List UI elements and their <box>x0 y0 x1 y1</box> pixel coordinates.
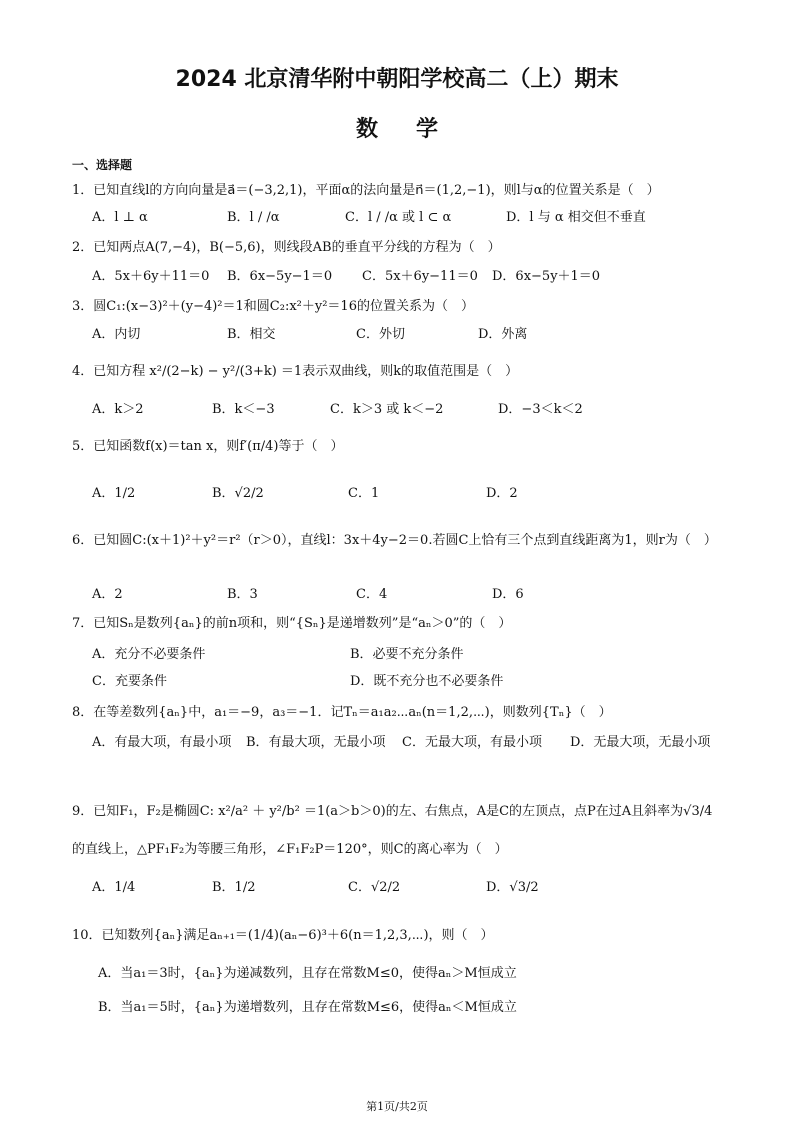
question-6-stem: 6．已知圆C:(x＋1)²＋y²＝r²（r＞0），直线l：3x＋4y−2＝0.若圆C上恰有三个点到直线距离为1，则r为（ ） <box>72 533 717 548</box>
page-footer: 第1页/共2页 <box>366 1100 428 1113</box>
question-7-stem: 7．已知Sₙ是数列{aₙ}的前n项和，则“{Sₙ}是递增数列”是“aₙ＞0”的（ ） <box>72 616 512 631</box>
exam-title: 2024 北京清华附中朝阳学校高二（上）期末 <box>175 67 619 92</box>
option-b: B．1/2 <box>212 880 256 895</box>
option-a: A．当a₁＝3时，{aₙ}为递减数列，且存在常数M≤0，使得aₙ＞M恒成立 <box>98 966 517 981</box>
option-b: B．√2/2 <box>212 486 264 501</box>
option-c: C．5x＋6y−11＝0 <box>362 269 478 284</box>
option-b: B．3 <box>227 587 258 602</box>
option-d: D．6x−5y＋1＝0 <box>492 269 601 284</box>
question-2-stem: 2．已知两点A(7,−4)，B(−5,6)，则线段AB的垂直平分线的方程为（ ） <box>72 240 501 255</box>
option-d: D．无最大项，无最小项 <box>570 735 711 750</box>
question-8-stem: 8．在等差数列{aₙ}中，a₁＝−9，a₃＝−1．记Tₙ＝a₁a₂⋯aₙ(n＝1,2,⋯)，则数列{Tₙ}（ ） <box>72 705 612 720</box>
question-5-stem: 5．已知函数f(x)＝tan x，则f′(π/4)等于（ ） <box>72 439 344 454</box>
question-7-options <box>92 645 732 695</box>
option-d: D．√3/2 <box>486 880 539 895</box>
option-b: B．6x−5y−1＝0 <box>227 269 333 284</box>
option-d: D．6 <box>492 587 524 602</box>
option-b: B．必要不充分条件 <box>350 647 464 662</box>
option-d: D．l 与 α 相交但不垂直 <box>506 210 646 225</box>
option-a: A．1/4 <box>92 880 136 895</box>
option-a: A．5x＋6y＋11＝0 <box>92 269 210 284</box>
option-c: C．无最大项，有最小项 <box>402 735 542 750</box>
option-d: D．外离 <box>478 327 528 342</box>
question-4-stem: 4．已知方程 x²/(2−k) − y²/(3+k) ＝1表示双曲线，则k的取值范围是（ ） <box>72 364 519 379</box>
section-heading: 一、选择题 <box>72 158 133 172</box>
option-d: D．2 <box>486 486 518 501</box>
option-d: D．既不充分也不必要条件 <box>350 674 504 689</box>
option-a: A．有最大项，有最小项 <box>92 735 232 750</box>
question-10-options <box>98 964 738 1024</box>
question-8-options <box>92 733 732 779</box>
question-9-stem: 9．已知F₁，F₂是椭圆C: x²/a² ＋ y²/b² ＝1(a＞b＞0)的左、右焦点，A是C的左顶点，点P在过A且斜率为√3/4的直线上，△PF₁F₂为等腰三角形，∠F₁F₂P＝120°，则C的离心率为（ ） <box>72 804 713 857</box>
option-c: C．充要条件 <box>92 674 167 689</box>
option-a: A．k＞2 <box>92 402 144 417</box>
option-d: D．−3＜k＜2 <box>498 402 583 417</box>
question-1-stem: 1．已知直线l的方向向量是a⃗＝(−3,2,1)，平面α的法向量是n⃗＝(1,2,−1)，则l与α的位置关系是（ ） <box>72 183 660 198</box>
option-b: B．当a₁＝5时，{aₙ}为递增数列，且存在常数M≤6，使得aₙ＜M恒成立 <box>98 1000 517 1015</box>
option-b: B．k＜−3 <box>212 402 275 417</box>
option-a: A．2 <box>92 587 123 602</box>
option-c: C．√2/2 <box>348 880 401 895</box>
option-c: C．1 <box>348 486 380 501</box>
option-b: B．相交 <box>227 327 276 342</box>
option-c: C．k＞3 或 k＜−2 <box>330 402 444 417</box>
option-a: A．充分不必要条件 <box>92 647 206 662</box>
question-3-stem: 3．圆C₁:(x−3)²＋(y−4)²＝1和圆C₂:x²＋y²＝16的位置关系为（ ） <box>72 299 474 314</box>
option-a: A．l ⊥ α <box>92 210 148 225</box>
option-a: A．内切 <box>92 327 141 342</box>
option-b: B．有最大项，无最小项 <box>246 735 386 750</box>
option-c: C．4 <box>356 587 388 602</box>
exam-subject: 数学 <box>355 117 476 142</box>
option-a: A．1/2 <box>92 486 136 501</box>
option-c: C．外切 <box>356 327 405 342</box>
option-b: B．l / /α <box>227 210 280 225</box>
question-10-stem: 10．已知数列{aₙ}满足aₙ₊₁＝(1/4)(aₙ−6)³＋6(n＝1,2,3,⋯)，则（ ） <box>72 928 494 943</box>
option-c: C．l / /α 或 l ⊂ α <box>345 210 452 225</box>
